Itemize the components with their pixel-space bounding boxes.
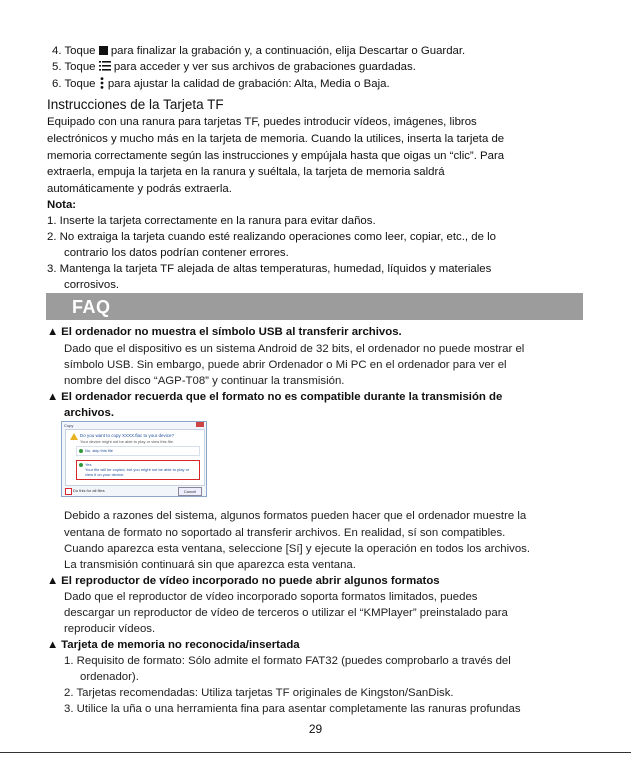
faq-answer-line: ventana de formato no soportado al transferir archivos. En realidad, sí son compatibles. bbox=[64, 527, 506, 539]
step-6: 6. Toque para ajustar la calidad de grabación: Alta, Media o Baja. bbox=[52, 78, 390, 90]
tf-paragraph-line: extraerla, empuja la tarjeta en la ranura y suéltala, la tarjeta de memoria saldrá bbox=[47, 166, 445, 178]
page-number: 29 bbox=[308, 722, 323, 736]
dialog-body bbox=[65, 429, 205, 486]
triangle-bullet-icon: ▲ bbox=[47, 575, 59, 587]
triangle-bullet-icon: ▲ bbox=[47, 326, 59, 338]
dialog-question: Do you want to copy XXXX.flac to your device? bbox=[80, 433, 175, 438]
dialog-option-yes: Yes Your file will be copied, but you might not be able to play or view it on your device. bbox=[76, 460, 200, 480]
dialog-checkbox-label: Do this for all files bbox=[73, 488, 105, 493]
faq-answer-line: Dado que el dispositivo es un sistema Android de 32 bits, el ordenador no puede mostrar el bbox=[64, 343, 525, 355]
note-item: 1. Inserte la tarjeta correctamente en la ranura para evitar daños. bbox=[47, 215, 376, 227]
faq-question: ▲ El reproductor de vídeo incorporado no puede abrir algunos formatos bbox=[47, 575, 440, 587]
note-item-cont: corrosivos. bbox=[64, 279, 120, 291]
close-icon bbox=[196, 422, 204, 427]
tf-paragraph-line: memoria correctamente según las instrucciones y empújala hasta que oigas un “clic”. Para bbox=[47, 150, 505, 162]
faq-question: ▲ El ordenador recuerda que el formato no es compatible durante la transmisión de bbox=[47, 391, 503, 403]
note-item: 3. Mantenga la tarjeta TF alejada de altas temperaturas, humedad, líquidos y materiales bbox=[47, 263, 492, 275]
step-4: 4. Toque para finalizar la grabación y, a continuación, elija Descartar o Guardar. bbox=[52, 45, 466, 57]
faq-answer-line: descargar un reproductor de vídeo de terceros o utilizar el “KMPlayer” preinstalado para bbox=[64, 607, 508, 619]
faq-list-item: 1. Requisito de formato: Sólo admite el formato FAT32 (puedes comprobarlo a través del bbox=[64, 655, 511, 667]
step-5: 5. Toque para acceder y ver sus archivos de grabaciones guardadas. bbox=[52, 61, 416, 73]
faq-list-item: 3. Utilice la uña o una herramienta fina para asentar completamente las ranuras profundas bbox=[64, 703, 521, 715]
note-item: 2. No extraiga la tarjeta cuando esté realizando operaciones como leer, copiar, etc., de lo bbox=[47, 231, 496, 243]
dialog-option-no: No, skip this file bbox=[76, 446, 200, 456]
arrow-icon bbox=[79, 449, 83, 453]
faq-answer-line: La transmisión continuará sin que aparezca esta ventana. bbox=[64, 559, 356, 571]
list-icon bbox=[99, 60, 111, 70]
faq-question: ▲ Tarjeta de memoria no reconocida/insertada bbox=[47, 639, 300, 651]
faq-question: ▲ El ordenador no muestra el símbolo USB al transferir archivos. bbox=[47, 326, 402, 338]
stop-icon bbox=[99, 46, 108, 55]
more-vertical-icon bbox=[99, 77, 105, 89]
dialog-title: Copy bbox=[64, 423, 74, 428]
dialog-checkbox bbox=[65, 488, 72, 495]
faq-answer-line: Cuando aparezca esta ventana, seleccione [Sí] y ejecute la operación en todos los archivos. bbox=[64, 543, 531, 555]
faq-answer-line: Debido a razones del sistema, algunos formatos pueden hacer que el ordenador muestre la bbox=[64, 510, 527, 522]
tf-paragraph-line: Equipado con una ranura para tarjetas TF, puedes introducir vídeos, imágenes, libros bbox=[47, 116, 477, 128]
faq-answer-line: símbolo USB. Sin embargo, puede abrir Ordenador o Mi PC en el ordenador para ver el bbox=[64, 359, 507, 371]
tf-paragraph-line: electrónicos y mucho más en la tarjeta de memoria. Cuando la utilices, inserta la tarjeta de bbox=[47, 133, 505, 145]
tf-paragraph-line: automáticamente y podrás extraerla. bbox=[47, 183, 232, 195]
faq-title: FAQ bbox=[72, 297, 111, 317]
note-item-cont: contrario los datos podrían contener errores. bbox=[64, 247, 289, 259]
tf-heading: Instrucciones de la Tarjeta TF bbox=[47, 97, 224, 112]
dialog-subtitle: Your device might not be able to play or view this file. bbox=[80, 439, 174, 444]
faq-header-bar bbox=[46, 293, 583, 320]
note-label: Nota: bbox=[47, 199, 77, 211]
faq-answer-line: Dado que el reproductor de vídeo incorporado soporta formatos limitados, puedes bbox=[64, 591, 478, 603]
faq-answer-line: nombre del disco “AGP-T08” y continuar la transmisión. bbox=[64, 375, 345, 387]
triangle-bullet-icon: ▲ bbox=[47, 391, 59, 403]
warning-icon bbox=[70, 433, 78, 440]
faq-list-item: 2. Tarjetas recomendadas: Utiliza tarjetas TF originales de Kingston/SanDisk. bbox=[64, 687, 454, 699]
copy-dialog-screenshot bbox=[61, 421, 207, 497]
faq-list-item-cont: ordenador). bbox=[80, 671, 139, 683]
faq-answer-line: reproducir vídeos. bbox=[64, 623, 156, 635]
arrow-icon bbox=[79, 463, 83, 467]
dialog-cancel-button: Cancel bbox=[178, 487, 202, 496]
page-bottom-rule bbox=[0, 752, 631, 753]
faq-question-cont: archivos. bbox=[64, 407, 115, 419]
triangle-bullet-icon: ▲ bbox=[47, 639, 59, 651]
